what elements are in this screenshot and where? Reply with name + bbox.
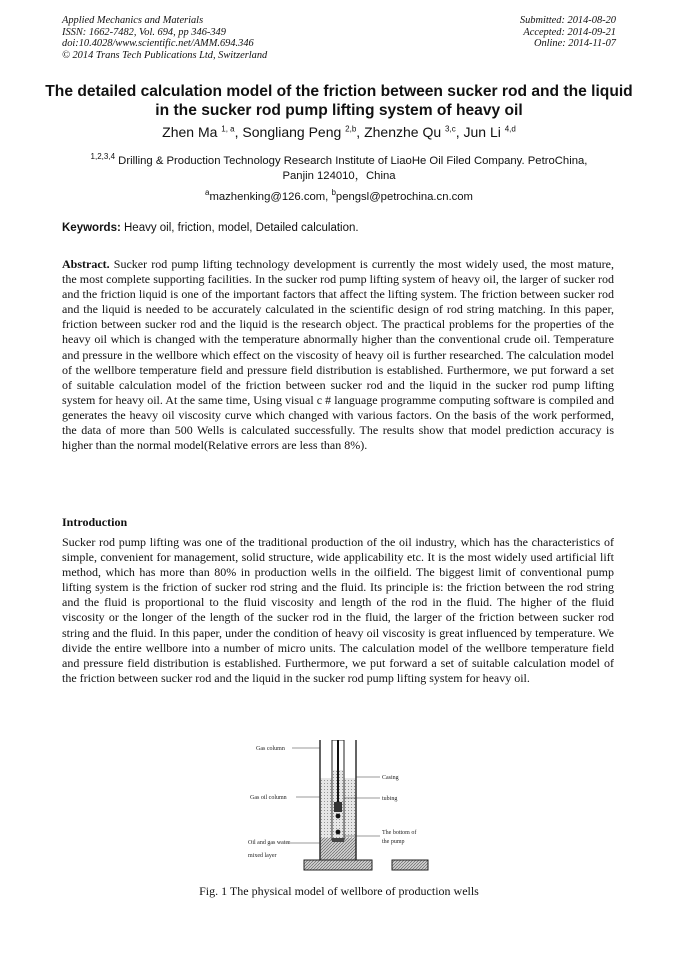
author-list: Zhen Ma $^{1, a}$, Songliang Peng $^{2,b}$, Zhenzhe Qu $^{3,c}$, Jun Li $^{4,d}$ [162, 124, 516, 140]
abstract-label: Abstract. [62, 257, 110, 271]
label-gas-column: Gas column [256, 746, 285, 752]
keywords [62, 222, 359, 234]
email-mark: b [331, 188, 336, 197]
bottom-plate-right [392, 860, 428, 870]
journal-name: Applied Mechanics and Materials [62, 15, 204, 26]
author-name: Zhen Ma [162, 124, 218, 140]
copyright: © 2014 Trans Tech Publications Ltd, Switzerland [62, 49, 268, 61]
label-gas-oil-column: Gas oil column [250, 795, 287, 801]
running-header-right [520, 15, 616, 50]
paper-title: The detailed calculation model of the friction between sucker rod and the liquid in the sucker rod pump lifting system of heavy oil [45, 83, 633, 119]
author-affiliation-mark: 3,c [445, 124, 456, 134]
author-affiliation-mark: 4,d [504, 124, 516, 134]
abstract [62, 257, 614, 453]
label-pump-bottom-1: The bottom of [382, 830, 417, 836]
submitted-date: Submitted: 2014-08-20 [519, 15, 616, 26]
keywords-text: Heavy oil, friction, model, Detailed calculation. [124, 222, 359, 234]
figure-caption: Fig. 1 The physical model of wellbore of production wells [199, 884, 479, 898]
label-mixed-layer-1: Oil and gas water [248, 840, 291, 846]
doi: doi:10.4028/www.scientific.net/AMM.694.346 [62, 38, 254, 50]
online-date: Online: 2014-11-07 [533, 38, 616, 50]
affiliation-mark: 1,2,3,4 [90, 152, 116, 161]
standing-valve [336, 830, 341, 835]
plunger [334, 802, 342, 812]
emails [40, 188, 638, 203]
email-a: mazhenking@126.com, [209, 190, 332, 203]
introduction-text: Sucker rod pump lifting was one of the traditional production of the oil industry, which has the characteristics of simple, convenient for management, solid structure, wide applicability etc. It is the most widely used artificial lift method, which has more than 80% in production wells in the oilfield. The biggest limit of conventional pump lifting system is the friction of sucker rod string and the fluid. Its principle is: the friction between the rod string and the fluid is proportional to the fluid viscosity and length of the rod in the fluid. The higher of the fluid viscosity or the longer of the length of the sucker rod in the fluid, the larger of the friction between sucker rod string and the fluid. In this paper, under the condition of heavy oil viscosity is great influenced by temperature. We divide the entire wellbore into a number of micro units. The calculation model of the wellbore temperature field and pressure field distribution is established. Furthermore, we put forward a set of suitable calculation model of the friction between sucker rod and the liquid in the sucker rod pump lifting system for heavy oil. [62, 535, 614, 685]
bottom-layer [304, 860, 372, 870]
keywords-label: Keywords: [62, 222, 121, 234]
accepted-date: Accepted: 2014-09-21 [523, 26, 616, 38]
affiliation-line-2: Panjin 124010，China [282, 169, 396, 182]
section-heading-introduction: Introduction [62, 515, 128, 529]
traveling-valve [336, 814, 341, 819]
email-mark: a [205, 188, 210, 197]
author-name: Songliang Peng [242, 124, 342, 140]
author-affiliation-mark: 2,b [345, 124, 357, 134]
issn: ISSN: 1662-7482, Vol. 694, pp 346-349 [62, 26, 226, 38]
author-name: Jun Li [463, 124, 501, 140]
label-mixed-layer-2: mixed layer [248, 853, 277, 859]
affiliation [55, 149, 623, 184]
running-header-left [62, 15, 267, 61]
affiliation-line-1: Drilling & Production Technology Research Institute of LiaoHe Oil Filed Company. PetroChina, [118, 154, 588, 167]
label-casing: Casing [382, 775, 399, 781]
wellbore-figure [242, 740, 442, 878]
pump-barrel-bottom [332, 838, 344, 842]
author-name: Zhenzhe Qu [364, 124, 442, 140]
abstract-text: Sucker rod pump lifting technology development is currently the most widely used, the most mature, the most complete supporting facilities. In the sucker rod pump lifting system of heavy oil, the larger of sucker rod and the friction liquid is one of the important factors that affect the lifting system. The friction between sucker rod and the liquid is needed to be accurately calculated in the scientific design of rod string matching. In this paper, friction between sucker rod and the liquid is the research object. The practical problems for the properties of the heavy oil which is changed with the temperature abnormally higher than the conventional crude oil. Temperature and pressure in the wellbore which effect on the viscosity of heavy oil is further researched. The calculation model of the wellbore temperature field and pressure field distribution is established. Furthermore, we put forward a set of suitable calculation model of the friction between sucker rod and the liquid in the sucker rod pump lifting system for heavy oil. At the same time, Using visual c # language programme computing software is compiled and generates the heavy oil viscosity curve which changed with various factors. On the basis of the work performed, the data of more than 500 Wells is calculated successfully. The results show that model prediction accuracy is higher than the normal model(Relative errors are less than 8%). [62, 257, 614, 453]
author-affiliation-mark: 1, a [221, 124, 235, 134]
label-tubing: tubing [382, 796, 398, 802]
label-pump-bottom-2: the pump [382, 839, 405, 845]
email-b: pengsl@petrochina.cn.com [335, 190, 473, 203]
